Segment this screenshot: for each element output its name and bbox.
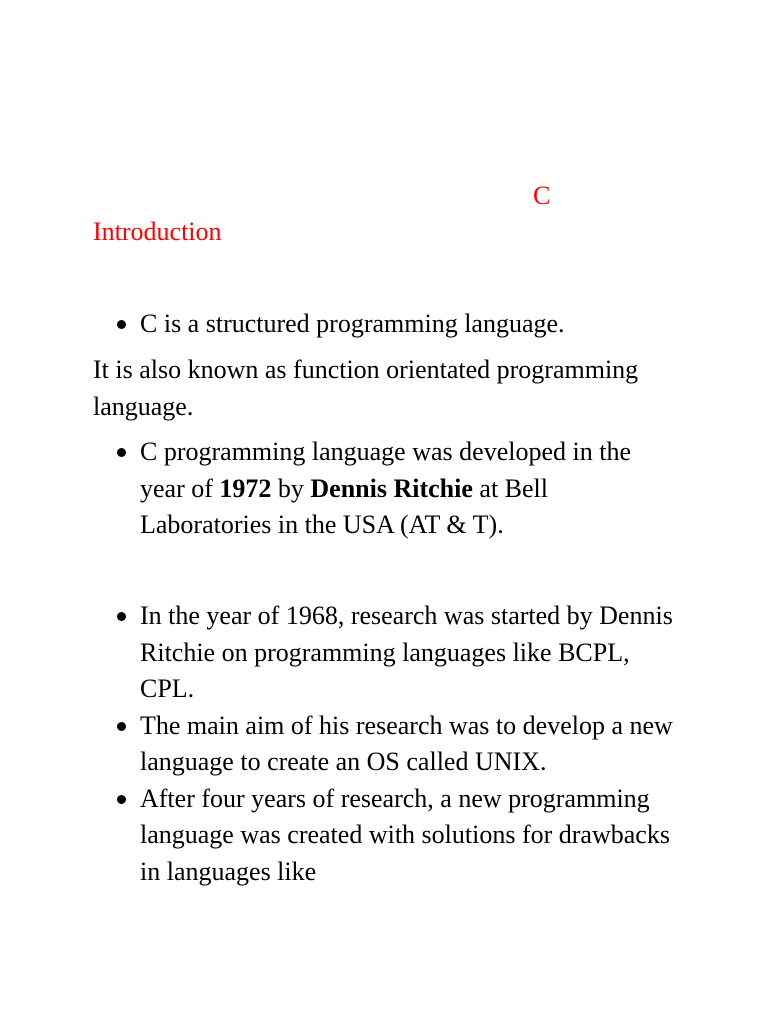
title-part-introduction: Introduction (93, 217, 222, 246)
list-item-text-post: at Bell Laboratories in the USA (AT & T). (140, 473, 548, 539)
bullet-icon (117, 722, 126, 731)
bullet-icon (117, 448, 126, 457)
list-item-text: The main aim of his research was to develop a new language to create an OS called UNIX. (140, 710, 673, 776)
bullet-icon (117, 795, 126, 804)
title-part-c: C (533, 181, 551, 210)
bullet-icon (117, 320, 126, 329)
list-item-text-pre: C programming language was developed in the year of (140, 437, 631, 503)
list-item (93, 781, 673, 891)
list-item-text: In the year of 1968, research was started by Dennis Ritchie on programming languages like BCPL, CPL. (140, 601, 673, 703)
list-item (93, 598, 673, 708)
list-item (93, 434, 673, 544)
paragraph-function-oriented: It is also known as function orientated programming language. (93, 355, 639, 421)
year-bold: 1972 (219, 473, 272, 503)
list-item-text: C is a structured programming language. (140, 309, 565, 338)
list-item-text-mid: by (271, 473, 311, 503)
list-item (93, 306, 673, 343)
name-bold: Dennis Ritchie (310, 473, 473, 503)
list-item-text: After four years of research, a new programming language was created with solutions for drawbacks in languages like (140, 783, 670, 886)
bullet-list-c (93, 598, 673, 890)
bullet-icon (117, 612, 126, 621)
bullet-list-b (93, 434, 673, 544)
list-item (93, 708, 673, 781)
bullet-list-a (93, 306, 673, 343)
